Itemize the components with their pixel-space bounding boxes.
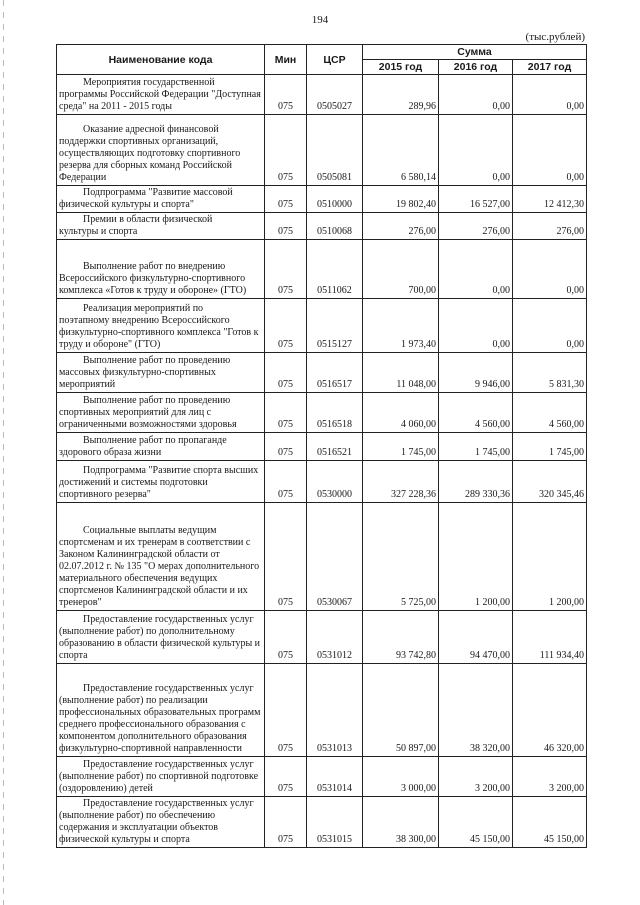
row-2016: 1 200,00 (439, 503, 513, 611)
header-2016: 2016 год (439, 60, 513, 75)
row-2017: 5 831,30 (513, 353, 587, 393)
row-csr: 0530000 (307, 461, 363, 503)
row-min: 075 (265, 186, 307, 213)
row-2015: 93 742,80 (363, 611, 439, 664)
row-min: 075 (265, 797, 307, 848)
row-2015: 11 048,00 (363, 353, 439, 393)
row-min: 075 (265, 115, 307, 186)
row-name (57, 461, 265, 503)
row-min: 075 (265, 353, 307, 393)
table-row (57, 115, 587, 186)
row-2015: 1 745,00 (363, 433, 439, 461)
row-csr: 0515127 (307, 299, 363, 353)
row-name (57, 797, 265, 848)
row-csr: 0505027 (307, 75, 363, 115)
row-csr: 0531013 (307, 664, 363, 757)
row-name-rest: (выполнение работ) по спортивной подготовке (оздоровлению) детей (59, 771, 259, 794)
row-min: 075 (265, 664, 307, 757)
row-2016: 1 745,00 (439, 433, 513, 461)
table-row (57, 213, 587, 240)
row-name (57, 186, 265, 213)
row-2016: 289 330,36 (439, 461, 513, 503)
row-2015: 1 973,40 (363, 299, 439, 353)
row-2016: 0,00 (439, 299, 513, 353)
row-csr: 0505081 (307, 115, 363, 186)
row-2016: 94 470,00 (439, 611, 513, 664)
page-edge-dashes (3, 0, 4, 905)
row-name-rest: спортсменам и их тренерам в соответствии с Законом Калининградской области от 02.07.2012 г. № 135 "О мерах дополнительного материального обеспечения ведущих спортсменов Калининградской области и их тренеров" (59, 537, 260, 608)
row-csr: 0516521 (307, 433, 363, 461)
row-name (57, 240, 265, 299)
row-min: 075 (265, 611, 307, 664)
row-name-lead: Оказание адресной финансовой (83, 124, 219, 135)
table-row (57, 75, 587, 115)
row-name (57, 757, 265, 797)
table-row (57, 664, 587, 757)
row-2017: 0,00 (513, 299, 587, 353)
row-2017: 111 934,40 (513, 611, 587, 664)
row-name-rest: (выполнение работ) по дополнительному образованию в области физической культуры и спорта (59, 626, 261, 661)
row-2017: 12 412,30 (513, 186, 587, 213)
row-2015: 276,00 (363, 213, 439, 240)
row-name-lead: Выполнение работ по внедрению (83, 261, 226, 272)
budget-table (56, 44, 587, 848)
row-2015: 289,96 (363, 75, 439, 115)
row-name-lead: Премии в области физической (83, 214, 213, 225)
row-2017: 276,00 (513, 213, 587, 240)
row-2016: 4 560,00 (439, 393, 513, 433)
row-2017: 4 560,00 (513, 393, 587, 433)
row-name (57, 353, 265, 393)
header-csr: ЦСР (307, 45, 363, 75)
table-row (57, 240, 587, 299)
row-2017: 1 745,00 (513, 433, 587, 461)
row-2016: 0,00 (439, 240, 513, 299)
row-name (57, 213, 265, 240)
unit-label: (тыс.рублей) (525, 31, 585, 43)
row-name-lead: Выполнение работ по пропаганде (83, 435, 227, 446)
header-name: Наименование кода (57, 45, 265, 75)
row-csr: 0510000 (307, 186, 363, 213)
row-name-lead: Предоставление государственных услуг (83, 614, 254, 625)
row-name-rest: (выполнение работ) по обеспечению содержания и эксплуатации объектов физической культуры и спорта (59, 810, 219, 845)
row-2017: 0,00 (513, 240, 587, 299)
row-2016: 16 527,00 (439, 186, 513, 213)
row-2016: 45 150,00 (439, 797, 513, 848)
row-name-rest: Всероссийского физкультурно-спортивного комплекса «Готов к труду и обороне» (ГТО) (59, 273, 247, 296)
row-name-rest: массовых физкультурно-спортивных мероприятий (59, 367, 216, 390)
row-2015: 50 897,00 (363, 664, 439, 757)
row-2017: 46 320,00 (513, 664, 587, 757)
row-min: 075 (265, 299, 307, 353)
table-row (57, 461, 587, 503)
row-2016: 38 320,00 (439, 664, 513, 757)
row-name (57, 393, 265, 433)
table-row (57, 299, 587, 353)
row-csr: 0510068 (307, 213, 363, 240)
row-name (57, 664, 265, 757)
table-row (57, 757, 587, 797)
row-name-rest: культуры и спорта (59, 226, 138, 237)
row-name (57, 299, 265, 353)
row-name-rest: программы Российской Федерации "Доступная среда" на 2011 - 2015 годы (59, 89, 261, 112)
table-row (57, 393, 587, 433)
row-2015: 4 060,00 (363, 393, 439, 433)
row-min: 075 (265, 75, 307, 115)
row-name-lead: Подпрограмма "Развитие спорта высших (83, 465, 259, 476)
row-2017: 0,00 (513, 115, 587, 186)
header-min: Мин (265, 45, 307, 75)
row-name-rest: (выполнение работ) по реализации профессиональных образовательных программ среднего профессионального образования с компонентом дополнительного образования физкультурно-спортивной направленности (59, 695, 261, 754)
row-2017: 3 200,00 (513, 757, 587, 797)
row-name (57, 611, 265, 664)
row-min: 075 (265, 393, 307, 433)
row-name (57, 433, 265, 461)
row-2015: 6 580,14 (363, 115, 439, 186)
table-row (57, 797, 587, 848)
row-name-rest: поэтапному внедрению Всероссийского физкультурно-спортивного комплекса "Готов к труду и обороне" (ГТО) (59, 315, 259, 350)
row-name-lead: Реализация мероприятий по (83, 303, 204, 314)
row-min: 075 (265, 503, 307, 611)
row-2017: 1 200,00 (513, 503, 587, 611)
row-2017: 0,00 (513, 75, 587, 115)
page-number: 194 (311, 14, 329, 26)
row-name-lead: Предоставление государственных услуг (83, 683, 254, 694)
row-csr: 0531014 (307, 757, 363, 797)
row-csr: 0516518 (307, 393, 363, 433)
table-row (57, 353, 587, 393)
row-2015: 38 300,00 (363, 797, 439, 848)
row-name-lead: Выполнение работ по проведению (83, 355, 231, 366)
table-row (57, 611, 587, 664)
row-name-rest: спортивных мероприятий для лиц с ограниченными возможностями здоровья (59, 407, 237, 430)
row-csr: 0531012 (307, 611, 363, 664)
row-csr: 0530067 (307, 503, 363, 611)
row-2017: 45 150,00 (513, 797, 587, 848)
row-name-lead: Подпрограмма "Развитие массовой (83, 187, 233, 198)
row-name-lead: Социальные выплаты ведущим (83, 525, 217, 536)
row-csr: 0531015 (307, 797, 363, 848)
row-name-lead: Предоставление государственных услуг (83, 798, 254, 809)
table-row (57, 186, 587, 213)
row-name (57, 503, 265, 611)
row-min: 075 (265, 757, 307, 797)
row-min: 075 (265, 213, 307, 240)
row-2016: 276,00 (439, 213, 513, 240)
row-csr: 0511062 (307, 240, 363, 299)
row-min: 075 (265, 433, 307, 461)
row-min: 075 (265, 240, 307, 299)
row-name-rest: физической культуры и спорта" (59, 199, 194, 210)
row-min: 075 (265, 461, 307, 503)
row-2015: 5 725,00 (363, 503, 439, 611)
table-row (57, 503, 587, 611)
row-2017: 320 345,46 (513, 461, 587, 503)
row-2015: 19 802,40 (363, 186, 439, 213)
header-2015: 2015 год (363, 60, 439, 75)
row-2015: 327 228,36 (363, 461, 439, 503)
row-2016: 3 200,00 (439, 757, 513, 797)
row-2016: 0,00 (439, 115, 513, 186)
header-sum: Сумма (363, 45, 587, 60)
row-name-rest: достижений и системы подготовки спортивного резерва" (59, 477, 208, 500)
row-name-rest: поддержки спортивных организаций, осуществляющих подготовку спортивного резерва для сборных команд Российской Федерации (59, 136, 241, 183)
row-2015: 700,00 (363, 240, 439, 299)
row-2015: 3 000,00 (363, 757, 439, 797)
row-name (57, 75, 265, 115)
row-name-lead: Предоставление государственных услуг (83, 759, 254, 770)
row-2016: 0,00 (439, 75, 513, 115)
row-name-rest: здорового образа жизни (59, 447, 162, 458)
row-csr: 0516517 (307, 353, 363, 393)
row-name (57, 115, 265, 186)
row-2016: 9 946,00 (439, 353, 513, 393)
row-name-lead: Мероприятия государственной (83, 77, 215, 88)
row-name-lead: Выполнение работ по проведению (83, 395, 231, 406)
header-2017: 2017 год (513, 60, 587, 75)
table-row (57, 433, 587, 461)
